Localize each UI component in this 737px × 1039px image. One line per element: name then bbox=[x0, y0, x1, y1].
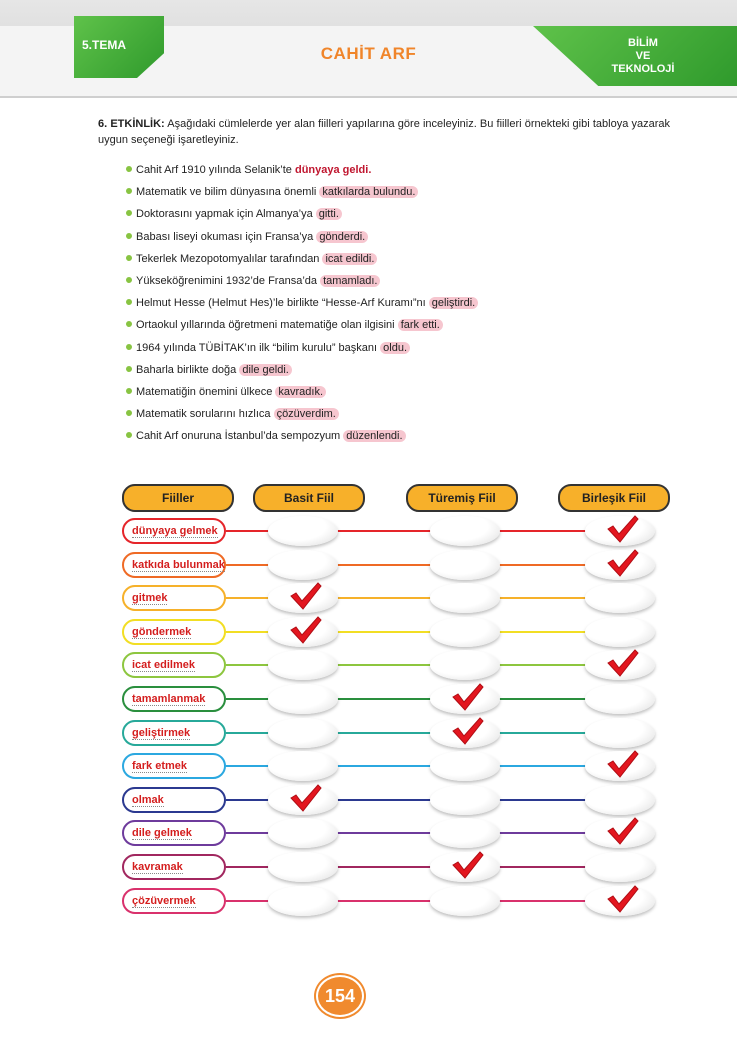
verb-cell bbox=[122, 652, 226, 678]
bullet-dot-icon bbox=[126, 432, 132, 438]
list-item bbox=[126, 383, 478, 405]
sentence-text: Baharla birlikte doğa bbox=[136, 363, 240, 376]
column-header: Birleşik Fiil bbox=[558, 484, 670, 512]
answer-option[interactable] bbox=[430, 886, 500, 916]
category-line-2: VE bbox=[635, 50, 651, 62]
verb-cell bbox=[122, 686, 226, 712]
checkmark-icon bbox=[605, 548, 639, 578]
checkmark-icon bbox=[605, 749, 639, 779]
sentence-verb: dile geldi. bbox=[239, 364, 291, 376]
answer-option[interactable] bbox=[268, 650, 338, 680]
sentence-verb: geliştirdi. bbox=[429, 297, 478, 309]
list-item bbox=[126, 427, 478, 449]
list-item bbox=[126, 250, 478, 272]
answer-option[interactable] bbox=[430, 818, 500, 848]
sentence-text: Helmut Hesse (Helmut Hes)’le birlikte “Hesse-Arf Kuramı”nı bbox=[136, 297, 429, 310]
bullet-dot-icon bbox=[126, 166, 132, 172]
list-item bbox=[126, 294, 478, 316]
verb-text: olmak bbox=[132, 793, 164, 806]
verb-text: fark etmek bbox=[132, 760, 188, 773]
list-item bbox=[126, 316, 478, 338]
answer-option[interactable] bbox=[585, 718, 655, 748]
verb-cell bbox=[122, 820, 226, 846]
answer-option[interactable] bbox=[268, 684, 338, 714]
verb-cell bbox=[122, 854, 226, 880]
checkmark-icon bbox=[605, 648, 639, 678]
verb-text: dünyaya gelmek bbox=[132, 525, 218, 537]
verb-cell bbox=[122, 888, 226, 914]
activity-label: 6. ETKİNLİK: bbox=[98, 118, 165, 130]
verb-text: dile gelmek bbox=[132, 827, 192, 840]
category-line-1: BİLİM bbox=[628, 37, 658, 49]
list-item bbox=[126, 272, 478, 294]
list-item bbox=[126, 339, 478, 361]
verb-text: geliştirmek bbox=[132, 726, 191, 739]
column-header: Fiiller bbox=[122, 484, 234, 512]
checkmark-icon bbox=[450, 850, 484, 880]
sentence-text: Matematiğin önemini ülkece bbox=[136, 385, 276, 398]
sentence-verb: düzenlendi. bbox=[343, 430, 405, 442]
verb-text: katkıda bulunmak bbox=[132, 558, 225, 571]
list-item bbox=[126, 161, 478, 183]
activity-instruction bbox=[98, 116, 670, 148]
sentence-verb: oldu. bbox=[380, 342, 410, 354]
answer-option[interactable] bbox=[268, 886, 338, 916]
answer-option[interactable] bbox=[268, 516, 338, 546]
bullet-dot-icon bbox=[126, 321, 132, 327]
bullet-dot-icon bbox=[126, 188, 132, 194]
verb-cell bbox=[122, 619, 226, 645]
checkmark-icon bbox=[450, 716, 484, 746]
page-header bbox=[0, 0, 737, 95]
checkmark-icon bbox=[605, 816, 639, 846]
answer-option[interactable] bbox=[430, 650, 500, 680]
verb-text: çözüvermek bbox=[132, 894, 196, 907]
sentence-verb: kavradık. bbox=[275, 386, 326, 398]
answer-option[interactable] bbox=[430, 516, 500, 546]
answer-option[interactable] bbox=[268, 818, 338, 848]
answer-option[interactable] bbox=[585, 785, 655, 815]
checkmark-icon bbox=[288, 783, 322, 813]
sentence-text: Matematik sorularını hızlıca bbox=[136, 408, 274, 421]
sentence-verb: gitti. bbox=[316, 208, 342, 220]
category-label bbox=[573, 37, 713, 76]
answer-option[interactable] bbox=[430, 583, 500, 613]
sentence-text: 1964 yılında TÜBİTAK’ın ilk “bilim kurulu” başkanı bbox=[136, 341, 381, 354]
activity-text: Aşağıdaki cümlelerde yer alan fiilleri yapılarına göre inceleyiniz. Bu fiilleri örnekteki gibi tabloya yazarak uygun seçeneği işaretleyiniz. bbox=[98, 118, 670, 146]
verb-text: gitmek bbox=[132, 592, 168, 605]
bullet-dot-icon bbox=[126, 233, 132, 239]
sentence-list bbox=[126, 161, 478, 449]
list-item bbox=[126, 183, 478, 205]
sentence-verb: fark etti. bbox=[398, 319, 443, 331]
verb-cell bbox=[122, 518, 226, 544]
answer-option[interactable] bbox=[585, 583, 655, 613]
list-item bbox=[126, 228, 478, 250]
page-number: 154 bbox=[316, 975, 364, 1017]
checkmark-icon bbox=[605, 514, 639, 544]
sentence-verb: tamamladı. bbox=[320, 275, 380, 287]
answer-option[interactable] bbox=[430, 550, 500, 580]
bullet-dot-icon bbox=[126, 210, 132, 216]
bullet-dot-icon bbox=[126, 388, 132, 394]
answer-option[interactable] bbox=[268, 718, 338, 748]
page-title: CAHİT ARF bbox=[320, 44, 417, 63]
sentence-verb: dünyaya geldi. bbox=[294, 164, 372, 176]
sentence-verb: gönderdi. bbox=[316, 231, 368, 243]
bullet-dot-icon bbox=[126, 299, 132, 305]
answer-option[interactable] bbox=[585, 684, 655, 714]
answer-option[interactable] bbox=[430, 751, 500, 781]
sentence-text: Yükseköğrenimini 1932’de Fransa’da bbox=[136, 274, 321, 287]
bullet-dot-icon bbox=[126, 366, 132, 372]
sentence-verb: katkılarda bulundu. bbox=[319, 186, 418, 198]
verb-text: icat edilmek bbox=[132, 659, 195, 672]
verb-cell bbox=[122, 787, 226, 813]
verb-cell bbox=[122, 720, 226, 746]
answer-option[interactable] bbox=[268, 852, 338, 882]
answer-option[interactable] bbox=[430, 617, 500, 647]
bullet-dot-icon bbox=[126, 255, 132, 261]
bullet-dot-icon bbox=[126, 344, 132, 350]
answer-option[interactable] bbox=[268, 550, 338, 580]
bullet-dot-icon bbox=[126, 277, 132, 283]
sentence-text: Cahit Arf 1910 yılında Selanik’te bbox=[136, 164, 295, 176]
answer-option[interactable] bbox=[268, 751, 338, 781]
column-header: Türemiş Fiil bbox=[406, 484, 518, 512]
answer-option[interactable] bbox=[585, 617, 655, 647]
checkmark-icon bbox=[288, 581, 322, 611]
sentence-text: Babası liseyi okuması için Fransa’ya bbox=[136, 230, 317, 243]
verb-text: göndermek bbox=[132, 625, 192, 638]
sentence-verb: icat edildi. bbox=[322, 253, 377, 265]
answer-option[interactable] bbox=[585, 852, 655, 882]
sentence-text: Cahit Arf onuruna İstanbul’da sempozyum bbox=[136, 430, 344, 443]
list-item bbox=[126, 361, 478, 383]
list-item bbox=[126, 205, 478, 227]
sentence-text: Tekerlek Mezopotomyalılar tarafından bbox=[136, 252, 323, 265]
verb-cell bbox=[122, 585, 226, 611]
category-line-3: TEKNOLOJİ bbox=[611, 63, 675, 75]
list-item bbox=[126, 405, 478, 427]
checkmark-icon bbox=[605, 884, 639, 914]
sentence-text: Ortaokul yıllarında öğretmeni matematiğe olan ilgisini bbox=[136, 319, 398, 332]
tema-label: 5.TEMA bbox=[82, 38, 127, 52]
verb-text: kavramak bbox=[132, 861, 183, 873]
checkmark-icon bbox=[288, 615, 322, 645]
verb-cell bbox=[122, 552, 226, 578]
sentence-verb: çözüverdim. bbox=[274, 408, 339, 420]
column-header: Basit Fiil bbox=[253, 484, 365, 512]
verb-text: tamamlanmak bbox=[132, 693, 206, 705]
sentence-text: Matematik ve bilim dünyasına önemli bbox=[136, 186, 320, 199]
bullet-dot-icon bbox=[126, 410, 132, 416]
answer-option[interactable] bbox=[430, 785, 500, 815]
checkmark-icon bbox=[450, 682, 484, 712]
sentence-text: Doktorasını yapmak için Almanya’ya bbox=[136, 208, 316, 221]
verb-cell bbox=[122, 753, 226, 779]
